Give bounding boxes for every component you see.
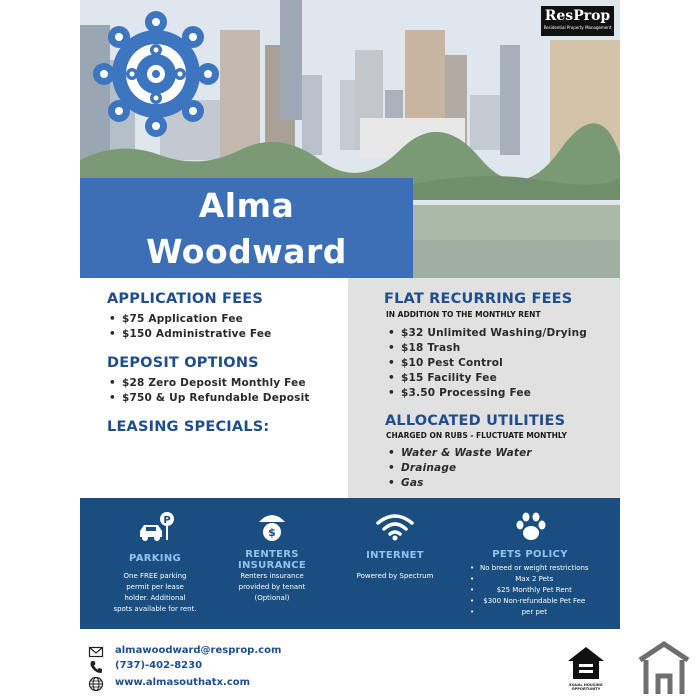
amenity-pets — [460, 498, 620, 629]
deposit-options-list — [108, 376, 310, 406]
utilities-heading: ALLOCATED UTILITIES — [385, 413, 566, 429]
svg-text:$: $ — [268, 526, 276, 539]
flat-fees-heading: FLAT RECURRING FEES — [384, 291, 573, 307]
parking-desc-line: permit per lease — [126, 583, 184, 591]
list-item: • $32 Unlimited Washing/Drying — [387, 326, 587, 341]
list-item: • $10 Pest Control — [387, 356, 587, 371]
renters-label-line1: RENTERS — [245, 549, 299, 560]
parking-car-icon — [137, 511, 177, 543]
equal-housing-icon — [566, 645, 606, 681]
hero-banner — [80, 0, 620, 278]
brand-name: ResProp — [544, 8, 611, 24]
property-title-line2: Woodward — [146, 232, 347, 271]
fees-left-column — [80, 278, 348, 498]
amenity-parking — [105, 498, 205, 629]
globe-icon — [88, 676, 104, 692]
phone-icon — [88, 659, 104, 675]
list-item: • $300 Non-refundable Pet Fee — [470, 596, 589, 607]
renters-label-line2: INSURANCE — [237, 560, 307, 571]
list-item: • Water & Waste Water — [387, 446, 532, 461]
fees-right-column — [348, 278, 620, 498]
list-item: • $750 & Up Refundable Deposit — [108, 391, 310, 406]
svg-text:P: P — [163, 515, 171, 526]
brand-tagline: Residential Property Management — [543, 25, 612, 30]
flat-fees-list — [387, 326, 587, 401]
list-item: • $18 Trash — [387, 341, 587, 356]
parking-desc-line: holder. Additional — [124, 594, 186, 602]
list-item: • per pet — [470, 607, 589, 618]
list-item: • $28 Zero Deposit Monthly Fee — [108, 376, 310, 391]
renters-desc-line: (Optional) — [254, 594, 290, 602]
equal-housing-logo — [565, 645, 607, 695]
eho-line1: EQUAL HOUSING — [569, 683, 603, 687]
application-fees-list — [108, 312, 272, 342]
pets-label: PETS POLICY — [492, 549, 568, 560]
house-outline-icon — [636, 640, 692, 696]
amenity-renters-insurance — [222, 498, 322, 629]
amenity-internet — [340, 498, 450, 629]
list-item: • Drainage — [387, 461, 532, 476]
parking-desc-line: spots available for rent. — [113, 605, 197, 613]
utilities-list — [387, 446, 532, 491]
eho-label — [565, 683, 607, 691]
phone-link[interactable]: (737)-402-8230 — [115, 660, 203, 671]
utilities-subheading: CHARGED ON RUBS - FLUCTUATE MONTHLY — [386, 431, 567, 440]
envelope-icon — [88, 644, 104, 660]
list-item: • Gas — [387, 476, 532, 491]
application-fees-heading: APPLICATION FEES — [107, 291, 264, 307]
list-item: • $15 Facility Fee — [387, 371, 587, 386]
list-item: • $150 Administrative Fee — [108, 327, 272, 342]
contact-phone-row — [88, 659, 388, 675]
umbrella-dollar-icon — [257, 510, 287, 544]
parking-label: PARKING — [129, 553, 181, 564]
amenities-band — [80, 498, 620, 629]
paw-icon — [514, 512, 548, 542]
list-item: • No breed or weight restrictions — [470, 563, 589, 574]
flyer — [80, 0, 620, 700]
internet-desc: Powered by Spectrum — [356, 572, 434, 580]
deposit-options-heading: DEPOSIT OPTIONS — [107, 355, 259, 371]
resprop-logo — [541, 6, 614, 36]
website-link[interactable]: www.almasouthatx.com — [115, 677, 251, 688]
list-item: • $3.50 Processing Fee — [387, 386, 587, 401]
list-item: • Max 2 Pets — [470, 574, 589, 585]
list-item: • $75 Application Fee — [108, 312, 272, 327]
email-link[interactable]: almawoodward@resprop.com — [115, 645, 282, 656]
contact-email-row — [88, 644, 388, 660]
property-title-line1: Alma — [198, 186, 295, 225]
pets-policy-list — [470, 563, 589, 618]
renters-desc-line: Renters insurance — [240, 572, 304, 580]
internet-label: INTERNET — [366, 550, 424, 561]
flat-fees-subheading: IN ADDITION TO THE MONTHLY RENT — [386, 310, 541, 319]
wifi-icon — [376, 513, 414, 541]
eho-line2: OPPORTUNITY — [571, 687, 601, 692]
mandala-logo — [88, 6, 224, 142]
leasing-specials-heading: LEASING SPECIALS: — [107, 419, 270, 435]
list-item: • $25 Monthly Pet Rent — [470, 585, 589, 596]
contact-website-row — [88, 676, 388, 692]
parking-desc-line: One FREE parking — [123, 572, 187, 580]
renters-desc-line: provided by tenant — [238, 583, 306, 591]
